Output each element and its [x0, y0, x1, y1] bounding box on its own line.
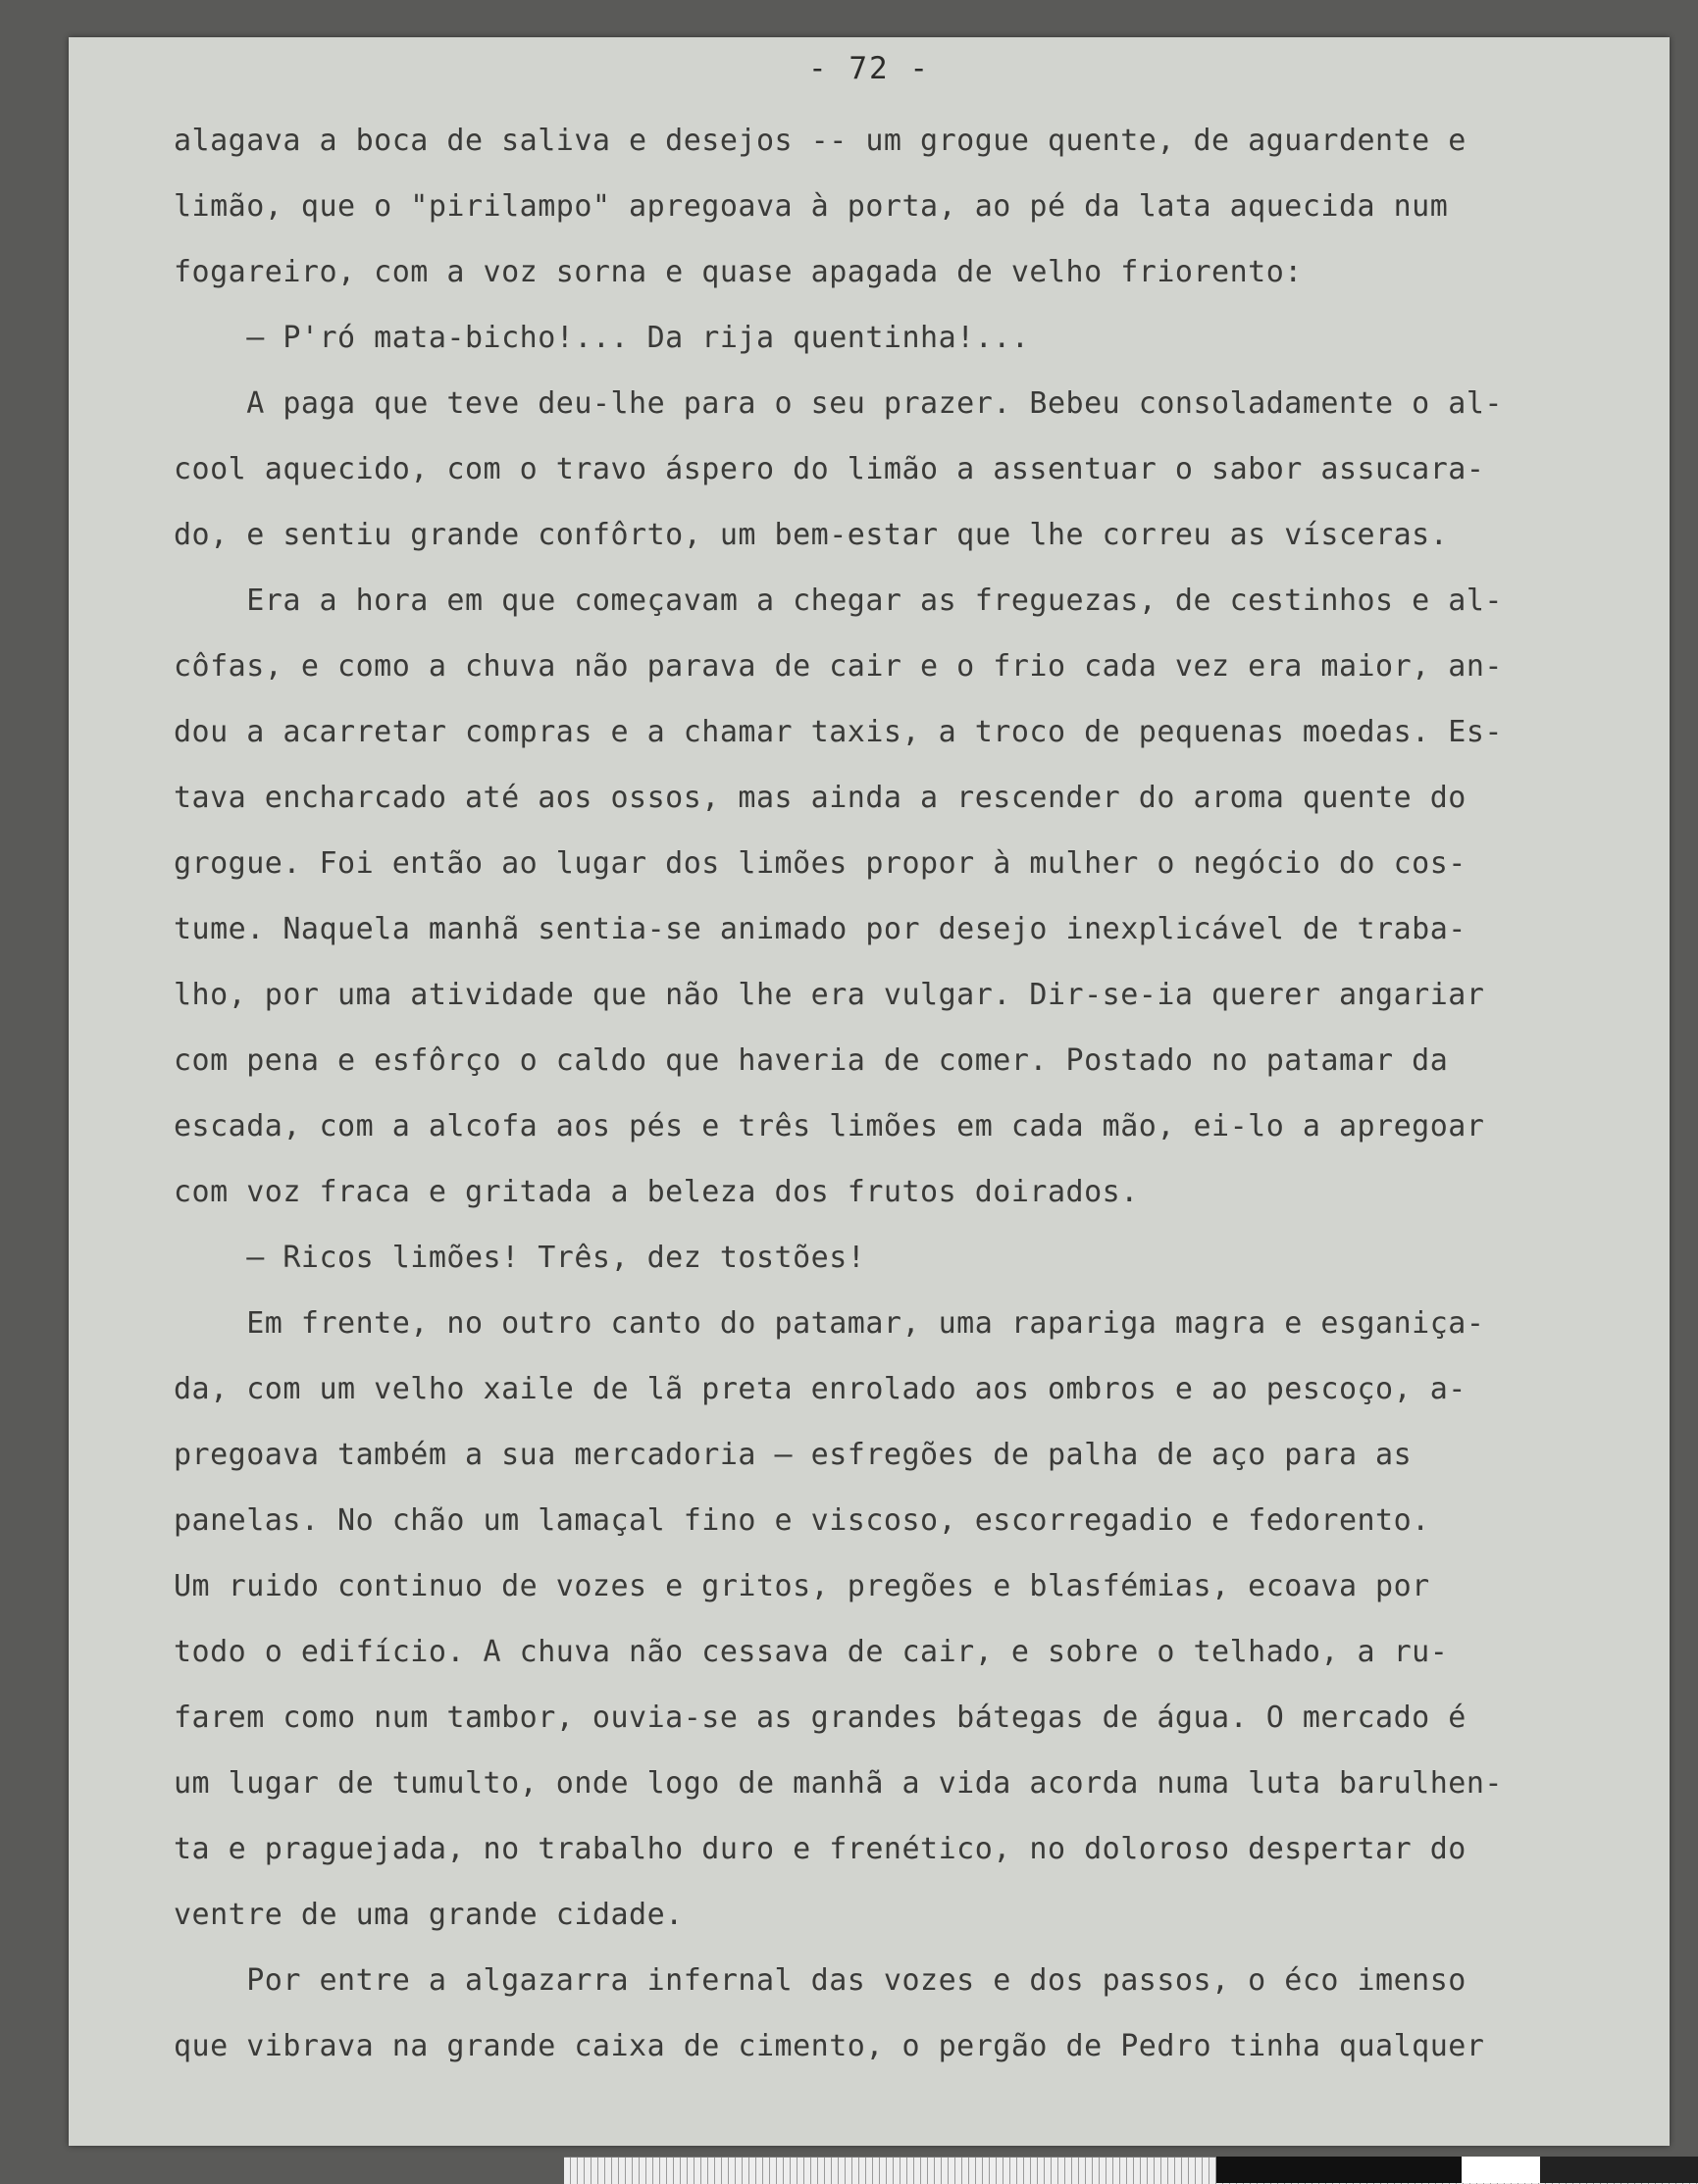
- text-line: grogue. Foi então ao lugar dos limões propor à mulher o negócio do cos-: [174, 846, 1466, 881]
- text-line: com voz fraca e gritada a beleza dos frutos doirados.: [174, 1175, 1139, 1209]
- text-line: todo o edifício. A chuva não cessava de cair, e sobre o telhado, a ru-: [174, 1635, 1449, 1669]
- page-number: - 72 -: [808, 51, 930, 86]
- color-patch-light: [1462, 2157, 1540, 2183]
- text-line: ventre de uma grande cidade.: [174, 1898, 684, 1932]
- text-line: escada, com a alcofa aos pés e três limões em cada mão, ei-lo a apregoar: [174, 1109, 1485, 1143]
- text-line: Por entre a algazarra infernal das vozes e dos passos, o éco imenso: [174, 1963, 1466, 1998]
- text-line: côfas, e como a chuva não parava de cair e o frio cada vez era maior, an-: [174, 649, 1503, 684]
- typed-text-body: [174, 108, 1665, 2079]
- text-line: do, e sentiu grande confôrto, um bem-estar que lhe correu as vísceras.: [174, 518, 1449, 552]
- text-line: alagava a boca de saliva e desejos -- um grogue quente, de aguardente e: [174, 124, 1466, 158]
- text-line: — P'ró mata-bicho!... Da rija quentinha!...: [174, 321, 1030, 355]
- text-line: Em frente, no outro canto do patamar, uma rapariga magra e esganiça-: [174, 1306, 1485, 1341]
- text-line: fogareiro, com a voz sorna e quase apagada de velho friorento:: [174, 255, 1303, 289]
- text-line: Um ruido continuo de vozes e gritos, pregões e blasfémias, ecoava por: [174, 1569, 1430, 1603]
- text-line: da, com um velho xaile de lã preta enrolado aos ombros e ao pescoço, a-: [174, 1372, 1466, 1406]
- text-line: panelas. No chão um lamaçal fino e viscoso, escorregadio e fedorento.: [174, 1503, 1430, 1538]
- text-line: que vibrava na grande caixa de cimento, o pergão de Pedro tinha qualquer: [174, 2029, 1485, 2063]
- text-line: dou a acarretar compras e a chamar taxis, a troco de pequenas moedas. Es-: [174, 715, 1503, 749]
- text-line: farem como num tambor, ouvia-se as grandes bátegas de água. O mercado é: [174, 1701, 1466, 1735]
- text-line: tume. Naquela manhã sentia-se animado por desejo inexplicável de traba-: [174, 912, 1466, 946]
- text-line: limão, que o "pirilampo" apregoava à porta, ao pé da lata aquecida num: [174, 189, 1449, 224]
- text-line: lho, por uma atividade que não lhe era vulgar. Dir-se-ia querer angariar: [174, 978, 1485, 1012]
- text-line: ta e praguejada, no trabalho duro e frenético, no doloroso despertar do: [174, 1832, 1466, 1866]
- text-line: com pena e esfôrço o caldo que haveria de comer. Postado no patamar da: [174, 1043, 1449, 1078]
- color-patch-dark: [1216, 2157, 1462, 2183]
- text-line: A paga que teve deu-lhe para o seu prazer. Bebeu consoladamente o al-: [174, 386, 1503, 421]
- text-line: — Ricos limões! Três, dez tostões!: [174, 1241, 866, 1275]
- color-patch-dark-2: [1540, 2157, 1698, 2183]
- text-line: Era a hora em que começavam a chegar as freguezas, de cestinhos e al-: [174, 584, 1503, 618]
- text-line: cool aquecido, com o travo áspero do limão a assentuar o sabor assucara-: [174, 452, 1485, 486]
- text-line: tava encharcado até aos ossos, mas ainda a rescender do aroma quente do: [174, 781, 1466, 815]
- text-line: um lugar de tumulto, onde logo de manhã a vida acorda numa luta barulhen-: [174, 1766, 1503, 1801]
- text-line: pregoava também a sua mercadoria — esfregões de palha de aço para as: [174, 1438, 1413, 1472]
